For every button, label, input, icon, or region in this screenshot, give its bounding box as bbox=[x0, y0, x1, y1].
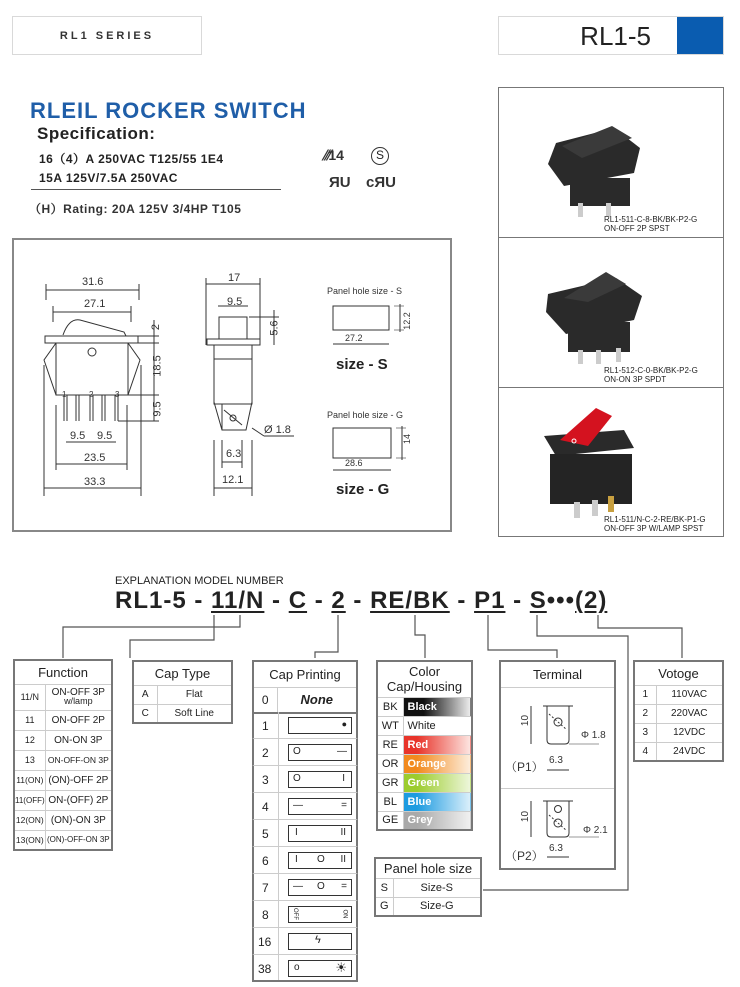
panel-s-title: size - S bbox=[336, 356, 388, 373]
table-row bbox=[377, 754, 472, 773]
model-part-cap-type: C bbox=[288, 587, 308, 614]
table-row bbox=[253, 687, 357, 713]
print-symbol-box bbox=[288, 717, 352, 734]
panel-code: S bbox=[375, 878, 393, 897]
dim-inner-width: 27.1 bbox=[84, 298, 106, 310]
separator: - bbox=[345, 587, 371, 614]
model-prefix: RL1-5 - bbox=[115, 587, 212, 614]
print-symbol-mid: O bbox=[317, 854, 325, 865]
product-2-desc: ON-ON 3P SPDT bbox=[604, 375, 667, 384]
print-code: 0 bbox=[253, 687, 277, 713]
print-symbol-left: o bbox=[294, 962, 300, 973]
terminal-p2 bbox=[501, 789, 614, 868]
print-symbol-box bbox=[288, 933, 352, 950]
separator: - bbox=[307, 587, 332, 614]
table-row bbox=[14, 684, 112, 710]
voltage-title: Votoge bbox=[634, 661, 723, 685]
panel-g-width: 28.6 bbox=[345, 458, 363, 468]
lightning-icon: ϟ bbox=[315, 934, 321, 946]
color-swatch-white: White bbox=[403, 716, 472, 735]
s-mark-icon: S bbox=[371, 147, 389, 165]
print-code: 4 bbox=[262, 800, 269, 814]
product-photo-1 bbox=[499, 88, 723, 238]
print-code: 7 bbox=[262, 881, 269, 895]
print-symbol-left: I bbox=[295, 854, 298, 865]
product-3-model: RL1-511/N-C-2-RE/BK-P1-G bbox=[604, 515, 706, 524]
function-desc: ON-OFF 3P bbox=[51, 687, 105, 698]
product-1-model: RL1-511-C-8-BK/BK-P2-G bbox=[604, 215, 698, 224]
table-row bbox=[252, 955, 358, 982]
p2-height: 10 bbox=[520, 810, 532, 823]
print-symbol-box bbox=[288, 852, 352, 869]
function-desc: ON-OFF-ON 3P bbox=[45, 750, 112, 770]
explanation-label: EXPLANATION MODEL NUMBER bbox=[115, 575, 284, 587]
table-row bbox=[377, 735, 472, 754]
table-row bbox=[377, 697, 472, 716]
table-row bbox=[377, 811, 472, 830]
function-table bbox=[13, 659, 113, 851]
print-symbol-right: II bbox=[340, 854, 346, 865]
panel-g-height: 14 bbox=[402, 433, 413, 445]
color-code: GE bbox=[377, 811, 403, 830]
voltage-code: 2 bbox=[634, 704, 656, 723]
color-swatch-red: Red bbox=[403, 735, 472, 754]
print-symbol-right: II bbox=[340, 827, 346, 838]
print-none: None bbox=[277, 687, 357, 713]
print-symbol-right: = bbox=[341, 881, 347, 892]
function-code: 13(ON) bbox=[14, 830, 45, 850]
table-row bbox=[252, 739, 358, 766]
table-row bbox=[14, 710, 112, 730]
p1-hole: Φ 1.8 bbox=[581, 730, 606, 741]
table-row bbox=[634, 723, 723, 742]
dim-pitch-2: 9.5 bbox=[97, 430, 113, 442]
color-title-1: Color bbox=[408, 664, 441, 680]
voltage-desc: 24VDC bbox=[656, 742, 723, 761]
color-table bbox=[376, 660, 473, 831]
table-row bbox=[252, 820, 358, 847]
model-part-terminal: P1 bbox=[474, 587, 506, 614]
side-view-drawing bbox=[194, 240, 304, 530]
table-row bbox=[133, 685, 232, 704]
print-symbol-right: ON bbox=[341, 909, 348, 919]
dim-hole-diameter: Ø 1.8 bbox=[264, 424, 291, 436]
dim-flange-width: 33.3 bbox=[84, 476, 106, 488]
dim-overall-width: 31.6 bbox=[82, 276, 104, 288]
print-code: 3 bbox=[262, 773, 269, 787]
table-row bbox=[133, 704, 232, 723]
cap-type-desc: Soft Line bbox=[157, 704, 232, 723]
ur-cert-icon: ЯU bbox=[329, 174, 351, 191]
print-symbol-box bbox=[288, 960, 352, 977]
function-code: 11/N bbox=[14, 684, 45, 710]
color-code: RE bbox=[377, 735, 403, 754]
cap-type-table bbox=[132, 660, 233, 724]
cur-cert-icon: cЯU bbox=[366, 174, 396, 191]
panel-s-width: 27.2 bbox=[345, 333, 363, 343]
model-title: RL1-5 bbox=[580, 21, 651, 51]
voltage-desc: 110VAC bbox=[656, 685, 723, 704]
dim-side-cap-height: 5.6 bbox=[268, 320, 281, 336]
function-desc: (ON)-OFF 2P bbox=[45, 770, 112, 790]
pin-label-3: 3 bbox=[115, 390, 120, 399]
print-symbol-box bbox=[288, 744, 352, 761]
dim-pin-length: 9.5 bbox=[151, 401, 164, 417]
p2-label: （P2） bbox=[505, 849, 544, 863]
function-desc: ON-OFF 2P bbox=[45, 710, 112, 730]
voltage-table bbox=[633, 660, 724, 762]
print-symbol-left: OFF bbox=[292, 908, 298, 920]
cap-printing-rows bbox=[252, 712, 358, 982]
rocker-switch-black-image bbox=[534, 254, 654, 364]
dim-side-cap-width: 9.5 bbox=[227, 296, 243, 308]
table-row bbox=[252, 766, 358, 793]
panel-hole-table bbox=[374, 857, 482, 917]
panel-g-drawing bbox=[324, 420, 424, 480]
color-swatch-green: Green bbox=[403, 773, 472, 792]
accent-block bbox=[677, 17, 723, 54]
cap-printing-title: Cap Printing bbox=[253, 661, 357, 687]
table-row bbox=[634, 685, 723, 704]
separator: - bbox=[449, 587, 475, 614]
color-title-2: Cap/Housing bbox=[386, 679, 463, 695]
print-symbol-box bbox=[288, 906, 352, 923]
panel-code: G bbox=[375, 897, 393, 916]
print-symbol-left: I bbox=[295, 827, 298, 838]
voltage-desc: 220VAC bbox=[656, 704, 723, 723]
spec-heading: Specification: bbox=[37, 124, 156, 143]
table-row bbox=[252, 712, 358, 739]
model-badge bbox=[498, 16, 724, 55]
table-row bbox=[377, 773, 472, 792]
cap-type-code: A bbox=[133, 685, 157, 704]
enec-cert-icon: ⫻14 bbox=[322, 147, 344, 163]
cap-type-title: Cap Type bbox=[133, 661, 232, 685]
dim-cap-height: 2 bbox=[150, 323, 163, 331]
voltage-code: 3 bbox=[634, 723, 656, 742]
table-row bbox=[375, 878, 481, 897]
color-swatch-black: Black bbox=[403, 697, 472, 716]
voltage-code: 4 bbox=[634, 742, 656, 761]
p1-label: （P1） bbox=[505, 760, 544, 774]
table-row bbox=[252, 847, 358, 874]
p2-hole: Φ 2.1 bbox=[583, 825, 608, 836]
dim-side-top-width: 17 bbox=[228, 272, 241, 284]
model-part-color: RE/BK bbox=[370, 587, 450, 614]
product-photo-3 bbox=[499, 388, 723, 538]
print-symbol-mid: O bbox=[317, 881, 325, 892]
spec-line-1: 16（4）A 250VAC T125/55 1E4 bbox=[39, 152, 224, 166]
print-code: 2 bbox=[262, 746, 269, 760]
table-row bbox=[252, 874, 358, 901]
function-code: 12(ON) bbox=[14, 810, 45, 830]
table-row bbox=[14, 790, 112, 810]
product-3-desc: ON-OFF 3P W/LAMP SPST bbox=[604, 524, 704, 533]
function-code: 13 bbox=[14, 750, 45, 770]
cap-printing-table bbox=[252, 660, 358, 714]
spec-line-2: 15A 125V/7.5A 250VAC bbox=[39, 171, 178, 185]
p1-width: 6.3 bbox=[549, 755, 563, 766]
voltage-code: 1 bbox=[634, 685, 656, 704]
print-symbol-box bbox=[288, 825, 352, 842]
ellipsis: ••• bbox=[546, 587, 575, 614]
product-2-model: RL1-512-C-0-BK/BK-P2-G bbox=[604, 366, 698, 375]
color-code: BL bbox=[377, 792, 403, 811]
separator: - bbox=[505, 587, 530, 614]
terminal-title: Terminal bbox=[501, 662, 614, 688]
rating-line: （H）Rating: 20A 125V 3/4HP T105 bbox=[29, 202, 242, 216]
color-code: WT bbox=[377, 716, 403, 735]
table-row bbox=[252, 928, 358, 955]
print-code: 16 bbox=[258, 935, 272, 949]
table-row bbox=[252, 901, 358, 928]
table-row bbox=[634, 742, 723, 761]
panel-desc: Size-S bbox=[393, 878, 481, 897]
function-desc: (ON)-ON 3P bbox=[45, 810, 112, 830]
print-code: 8 bbox=[262, 908, 269, 922]
pin-label-1: 1 bbox=[62, 390, 67, 399]
color-code: OR bbox=[377, 754, 403, 773]
print-code: 38 bbox=[258, 962, 272, 976]
table-row bbox=[14, 830, 112, 850]
lamp-icon: ☀ bbox=[335, 960, 347, 975]
function-code: 11 bbox=[14, 710, 45, 730]
color-code: BK bbox=[377, 697, 403, 716]
function-table-title: Function bbox=[14, 660, 112, 684]
print-symbol-box bbox=[288, 798, 352, 815]
brand-title: RLEIL ROCKER SWITCH bbox=[30, 98, 307, 123]
print-symbol-dot: ● bbox=[341, 719, 347, 729]
print-symbol-right: = bbox=[341, 800, 347, 811]
terminal-p1 bbox=[501, 688, 614, 789]
function-code: 11(ON) bbox=[14, 770, 45, 790]
color-swatch-blue: Blue bbox=[403, 792, 472, 811]
terminal-table bbox=[499, 660, 616, 870]
table-row bbox=[14, 750, 112, 770]
rocker-switch-red-lamp-image bbox=[534, 396, 654, 526]
table-row bbox=[634, 704, 723, 723]
product-photos bbox=[498, 87, 724, 537]
panel-g-title: size - G bbox=[336, 481, 390, 498]
panel-desc: Size-G bbox=[393, 897, 481, 916]
p1-height: 10 bbox=[520, 714, 532, 727]
print-symbol-right: — bbox=[337, 746, 347, 757]
print-symbol-left: — bbox=[293, 800, 303, 811]
color-code: GR bbox=[377, 773, 403, 792]
dim-pitch-1: 9.5 bbox=[70, 430, 86, 442]
voltage-desc: 12VDC bbox=[656, 723, 723, 742]
model-part-voltage: (2) bbox=[575, 587, 608, 614]
table-row bbox=[14, 810, 112, 830]
panel-s-height: 12.2 bbox=[401, 312, 412, 330]
model-part-printing: 2 bbox=[331, 587, 346, 614]
color-swatch-orange: Orange bbox=[403, 754, 472, 773]
dim-body-height: 18.5 bbox=[151, 355, 164, 377]
cap-type-desc: Flat bbox=[157, 685, 232, 704]
dimension-drawing-panel bbox=[12, 238, 452, 532]
series-label: RL1 SERIES bbox=[12, 16, 202, 55]
print-symbol-right: I bbox=[342, 773, 345, 784]
product-1-desc: ON-OFF 2P SPST bbox=[604, 224, 670, 233]
function-desc: ON-ON 3P bbox=[45, 730, 112, 750]
print-code: 1 bbox=[262, 719, 269, 733]
model-part-panel: S bbox=[529, 587, 547, 614]
print-symbol-left: — bbox=[293, 881, 303, 892]
table-row bbox=[14, 730, 112, 750]
rocker-switch-black-image bbox=[534, 108, 654, 218]
function-desc: ON-(OFF) 2P bbox=[45, 790, 112, 810]
table-row bbox=[375, 897, 481, 916]
model-part-function: 11/N bbox=[211, 587, 265, 614]
dim-base-width: 12.1 bbox=[222, 474, 244, 486]
cap-type-code: C bbox=[133, 704, 157, 723]
print-code: 6 bbox=[262, 854, 269, 868]
table-row bbox=[377, 716, 472, 735]
product-photo-2 bbox=[499, 238, 723, 388]
panel-g-label: Panel hole size - G bbox=[327, 410, 404, 420]
color-table-title bbox=[377, 661, 472, 697]
p2-width: 6.3 bbox=[549, 843, 563, 854]
divider bbox=[31, 189, 281, 190]
separator: - bbox=[264, 587, 289, 614]
enec-number: 14 bbox=[328, 147, 344, 163]
dim-pin-span: 23.5 bbox=[84, 452, 106, 464]
print-code: 5 bbox=[262, 827, 269, 841]
print-symbol-box bbox=[288, 771, 352, 788]
print-symbol-left: O bbox=[293, 773, 301, 784]
dim-tab-width: 6.3 bbox=[226, 448, 242, 460]
panel-s-label: Panel hole size - S bbox=[327, 286, 403, 296]
function-desc: (ON)-OFF-ON 3P bbox=[45, 830, 112, 850]
print-symbol-box bbox=[288, 879, 352, 896]
table-row bbox=[377, 792, 472, 811]
panel-hole-title: Panel hole size bbox=[375, 858, 481, 878]
color-swatch-grey: Grey bbox=[403, 811, 472, 830]
pin-label-2: 2 bbox=[89, 390, 94, 399]
table-row bbox=[14, 770, 112, 790]
function-code: 12 bbox=[14, 730, 45, 750]
function-code: 11(OFF) bbox=[14, 790, 45, 810]
table-row bbox=[252, 793, 358, 820]
function-sub: w/lamp bbox=[64, 696, 93, 706]
print-symbol-left: O bbox=[293, 746, 301, 757]
